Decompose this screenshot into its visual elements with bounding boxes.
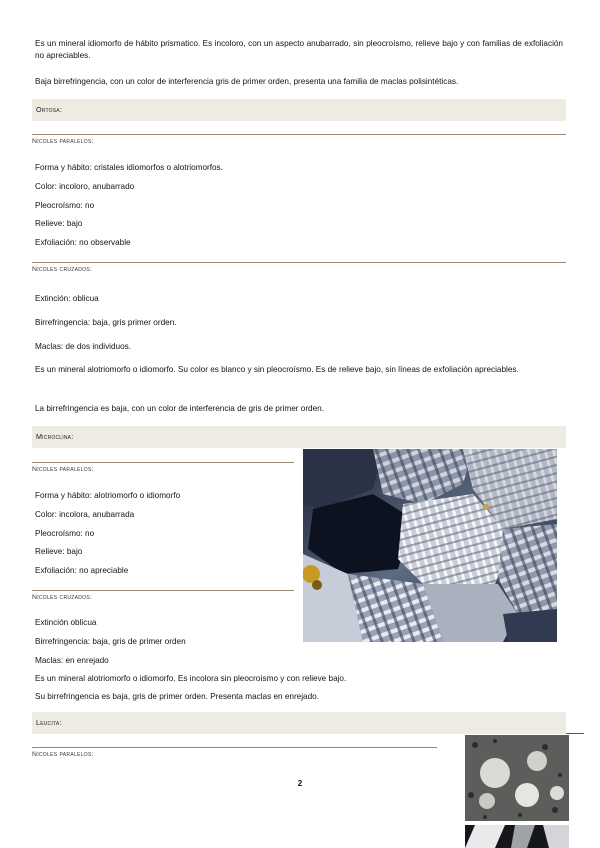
ortosa-exfoliacion: Exfoliación: no observable: [35, 238, 131, 247]
ortosa-summary-2: La birrefringencia es baja, con un color de interferencia de gris de primer orden.: [35, 404, 324, 413]
ortosa-birrefringencia: Birrefringencia: baja, gris primer orden.: [35, 318, 177, 327]
subheading-nicoles-cruzados-ortosa: Nicoles cruzados:: [32, 262, 566, 276]
ortosa-maclas: Maclas: de dos individuos.: [35, 342, 132, 351]
subheading-nicoles-paralelos-microclina: Nicoles paralelos:: [32, 462, 294, 476]
ortosa-summary-1: Es un mineral alotriomorfo o idiomorfo. Su color es blanco y sin pleocroísmo. Es de relieve bajo, sin líneas de exfoliación apreciables.: [35, 365, 519, 374]
microclina-pleocroismo: Pleocroísmo: no: [35, 529, 95, 538]
section-heading-microclina: Microclina:: [32, 426, 566, 448]
ortosa-pleocroismo: Pleocroísmo: no: [35, 201, 95, 210]
microclina-color: Color: incolora, anubarrada: [35, 510, 135, 519]
page-number: 2: [297, 779, 303, 788]
microclina-birrefringencia: Birrefringencia: baja, gris de primer orden: [35, 637, 186, 646]
leucita-micrograph-parallel: [465, 735, 569, 821]
subheading-nicoles-paralelos-leucita: Nicoles paralelos:: [32, 747, 437, 761]
leucita-micrograph-crossed: [465, 825, 569, 848]
intro-paragraph-1: Es un mineral idiomorfo de hábito prismatico. Es incoloro, con un aspecto anubarrado, sin pleocroísmo, relieve bajo y con familias de exfoliación no apreciables.: [35, 39, 563, 60]
section-heading-leucita: Leucita:: [32, 712, 566, 734]
ortosa-relieve: Relieve: bajo: [35, 219, 83, 228]
microclina-maclas: Maclas: en enrejado: [35, 656, 109, 665]
microclina-relieve: Relieve: bajo: [35, 547, 83, 556]
intro-paragraph-2: Baja birrefringencia, con un color de interferencia gris de primer orden, presenta una familia de maclas polisintéticas.: [35, 77, 459, 86]
ortosa-color: Color: incoloro, anubarrado: [35, 182, 135, 191]
microclina-exfoliacion: Exfoliación: no apreciable: [35, 566, 129, 575]
ortosa-extincion: Extinción: oblicua: [35, 294, 99, 303]
microclina-extincion: Extinción oblicua: [35, 618, 97, 627]
subheading-nicoles-cruzados-microclina: Nicoles cruzados:: [32, 590, 294, 604]
heading-rule-tail: [566, 733, 584, 734]
ortosa-forma: Forma y hábito: cristales idiomorfos o alotriomorfos.: [35, 163, 223, 172]
microclina-forma: Forma y hábito: alotriomorfo o idiomorfo: [35, 491, 181, 500]
microclina-micrograph: [303, 449, 557, 642]
section-heading-ortosa: Ortosa:: [32, 99, 566, 121]
microclina-summary-1: Es un mineral alotriomorfo o idiomorfo. Es incolora sin pleocroísmo y con relieve bajo.: [35, 674, 347, 683]
microclina-summary-2: Su birrefringencia es baja, gris de primer orden. Presenta maclas en enrejado.: [35, 692, 319, 701]
subheading-nicoles-paralelos-ortosa: Nicoles paralelos:: [32, 134, 566, 148]
